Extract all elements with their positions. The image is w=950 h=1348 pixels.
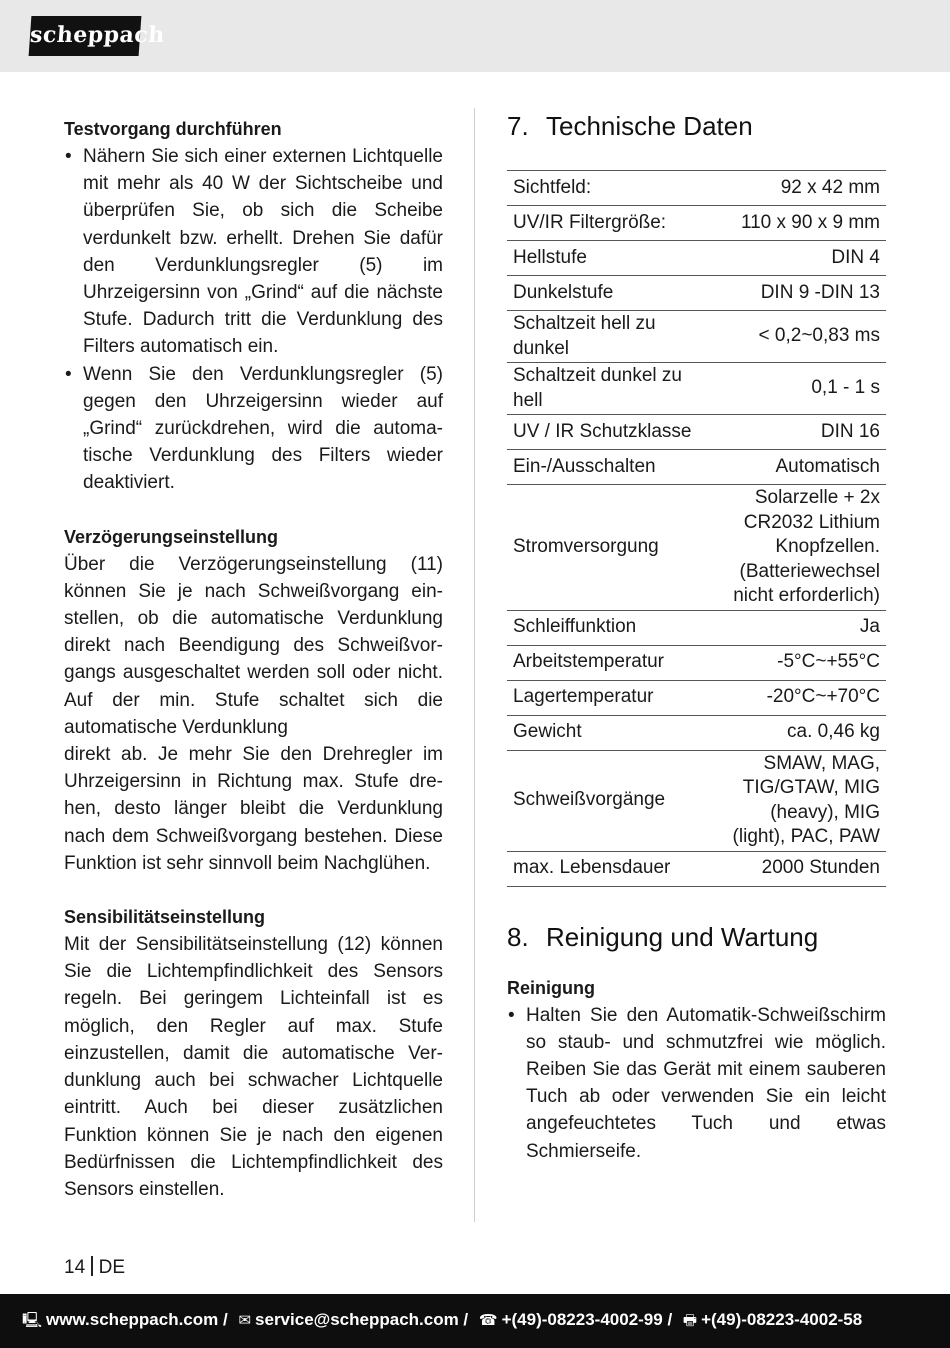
list-item: • Nähern Sie sich einer externen Lichtquelle mit mehr als 40 W der Sichtscheibe und überprüfen Sie, ob sich die Scheibe verdunkelt bzw. erhellt. Drehen Sie dafür den Verdunklungsregler (5) im Uhrzeigersinn von „Grind“ auf die nächste Stufe. Dadurch tritt die Verdunklung des Filters automatisch ein. [65,146,443,358]
spec-value: -20°C~+70°C [712,680,886,715]
page-number-divider [91,1256,93,1276]
reinigung-list [507,1002,886,1165]
footer-web-link[interactable]: www.scheppach.com / [46,1310,228,1329]
spec-value: Solarzelle + 2x CR2032 Lithium Knopfzellen. (Batteriewechsel nicht erforderlich) [712,485,886,611]
right-column [507,108,886,1165]
sensibilitaet-text: Mit der Sensibilitätseinstellung (12) können Sie die Lichtempfindlichkeit des Sensors regeln. Bei geringem Lichteinfall ist es möglich, den Regler auf max. Stufe einzustellen, damit die automatische Verdunklung auch bei schwacher Lichtquelle eintritt. Auch bei dieser zusätzlichen Funktion können Sie je nach den eigenen Bedürfnissen die Lichtempfindlichkeit des Sensors einstellen. [64,934,443,1200]
spec-row [507,450,886,485]
spec-key: Schweißvorgänge [507,750,712,851]
testvorgang-heading: Testvorgang durchführen [64,119,282,139]
spec-key: UV/IR Filtergröße: [507,206,712,241]
spec-key: Dunkelstufe [507,276,712,311]
phone-icon: ☎ [478,1312,498,1329]
spec-value: -5°C~+55°C [712,645,886,680]
spec-row [507,241,886,276]
spec-key: Ein-/Ausschalten [507,450,712,485]
sensibilitaet-heading: Sensibilitätseinstellung [64,907,266,928]
spec-row [507,610,886,645]
footer-fax: +(49)-08223-4002-58 [701,1310,863,1329]
verzoegerung-text-1: Über die Verzögerungseinstellung (11) können Sie je nach Schweißvorgang einstellen, ob die automatische Verdunklung direkt nach Beendigung des Schweißvorgangs ausgeschaltet werden soll oder nicht. Auf der min. Stufe schaltet sich die automatische Verdunklung [64,553,443,738]
spec-value: Ja [712,610,886,645]
spec-row [507,645,886,680]
fax-icon: 🖶 [682,1312,698,1329]
page-header [0,0,950,72]
section-7-title: 7. Technische Daten [507,111,753,141]
spec-row [507,206,886,241]
verzoegerung-text-2: direkt ab. Je mehr Sie den Drehregler im Uhrzeigersinn in Richtung max. Stufe drehen, desto länger bleibt die Verdunklung nach dem Schweißvorgang bestehen. Diese Funktion ist sehr sinnvoll beim Nachglühen. [64,744,443,874]
verzoegerung-heading: Verzögerungseinstellung [64,526,279,547]
spec-row [507,363,886,415]
spec-table [507,170,886,887]
spec-key: Sichtfeld: [507,171,712,206]
page-footer [0,1294,950,1348]
spec-value: 92 x 42 mm [712,171,886,206]
spec-row [507,750,886,851]
spec-key: Schaltzeit dunkel zu hell [507,363,712,415]
spec-value: Automatisch [712,450,886,485]
spec-value: DIN 9 -DIN 13 [712,276,886,311]
spec-row [507,715,886,750]
scheppach-logo: scheppach [29,16,142,56]
spec-key: Schaltzeit hell zu dunkel [507,311,712,363]
mail-icon: ✉ [238,1312,252,1329]
spec-key: UV / IR Schutzklasse [507,415,712,450]
testvorgang-list [64,143,443,497]
spec-value: ca. 0,46 kg [712,715,886,750]
footer-phone: +(49)-08223-4002-99 / [501,1310,673,1329]
spec-row [507,311,886,363]
column-divider [474,108,475,1222]
reinigung-heading: Reinigung [507,977,595,998]
spec-key: Lagertemperatur [507,680,712,715]
spec-value: DIN 4 [712,241,886,276]
spec-row [507,485,886,611]
spec-key: Stromversorgung [507,485,712,611]
list-item: • Halten Sie den Automatik-Schweißschirm so staub- und schmutzfrei wie möglich. Reiben Sie das Gerät mit einem sauberen Tuch ab oder verwenden Sie ein leicht angefeuchtetes Tuch und etwas Schmierseife. [508,1004,886,1162]
spec-value: 2000 Stunden [712,851,886,886]
page-number: 14 DE [64,1257,126,1278]
section-8-title: 8. Reinigung und Wartung [507,921,819,952]
spec-key: Hellstufe [507,241,712,276]
list-item: • Wenn Sie den Verdunklungsregler (5) gegen den Uhrzeigersinn wieder auf „Grind“ zurückdrehen, wird die automatische Verdunklung des Filters wieder deaktiviert. [65,363,443,494]
left-column [64,116,443,1203]
spec-key: Schleiffunktion [507,610,712,645]
spec-value: < 0,2~0,83 ms [712,311,886,363]
spec-row [507,680,886,715]
spec-key: Arbeitstemperatur [507,645,712,680]
spec-row [507,415,886,450]
spec-value: 0,1 - 1 s [712,363,886,415]
spec-value: SMAW, MAG, TIG/GTAW, MIG (heavy), MIG (light), PAC, PAW [712,750,886,851]
spec-row [507,851,886,886]
spec-key: Gewicht [507,715,712,750]
spec-row [507,276,886,311]
spec-value: 110 x 90 x 9 mm [712,206,886,241]
spec-key: max. Lebensdauer [507,851,712,886]
spec-value: DIN 16 [712,415,886,450]
footer-mail-link[interactable]: service@scheppach.com / [255,1310,469,1329]
spec-row [507,171,886,206]
computer-icon: 🖳 [22,1312,43,1329]
